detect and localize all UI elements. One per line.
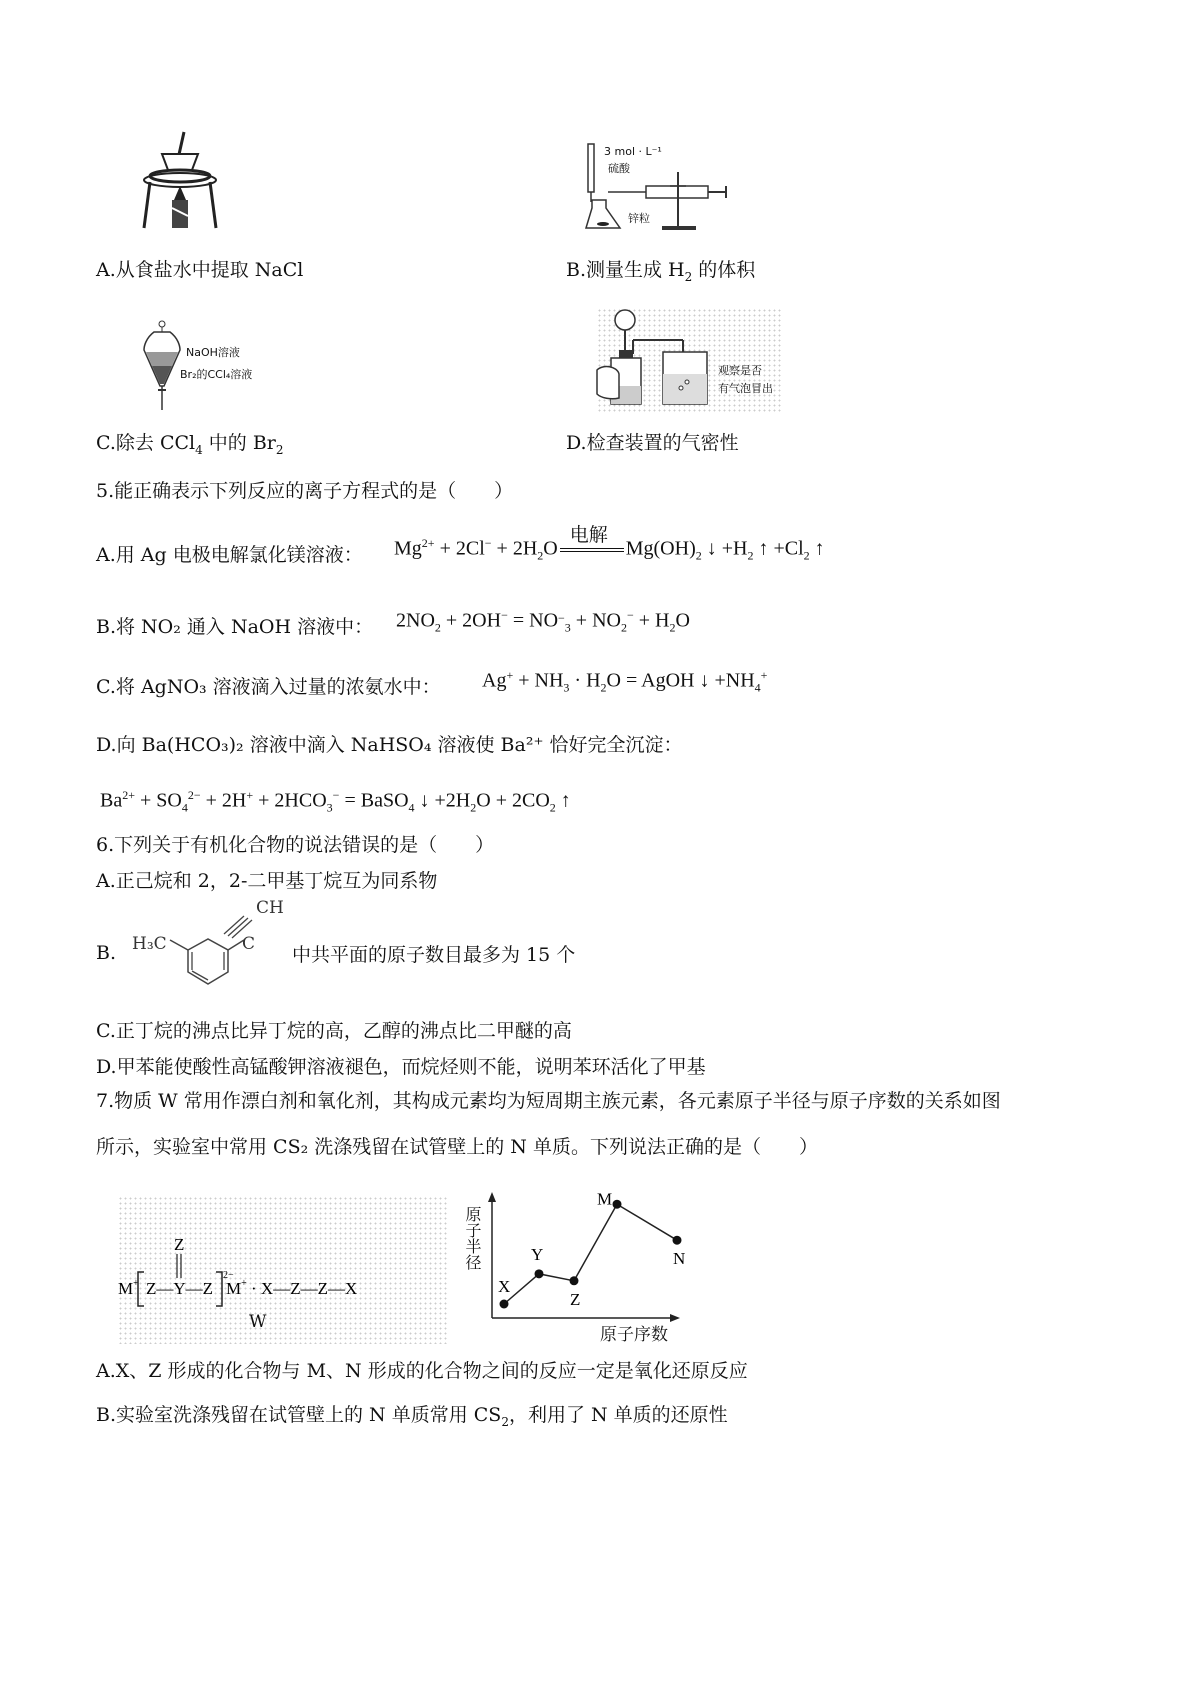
fig-b-label-acid: 硫酸 — [608, 162, 630, 175]
electrolysis-condition: 电解 — [569, 524, 608, 547]
q5-option-d: D.向 Ba(HCO₃)₂ 溶液中滴入 NaHSO₄ 溶液使 Ba²⁺ 恰好完全沉淀： — [96, 734, 683, 756]
struct-label-c: C — [242, 934, 256, 954]
chart-y-axis-label: 原子半径 — [463, 1206, 482, 1270]
q5-option-c: C.将 AgNO₃ 溶液滴入过量的浓氨水中： — [96, 676, 441, 698]
chart-point-label-n: N — [673, 1249, 686, 1269]
q7-option-b: B.实验室洗涤残留在试管壁上的 N 单质常用 $CS_2$，利用了 N 单质的还原性 — [96, 1404, 728, 1429]
airtightness-check-figure — [597, 308, 781, 412]
struct-label-ch: CH — [256, 898, 284, 918]
q6-option-c: C.正丁烷的沸点比异丁烷的高，乙醇的沸点比二甲醚的高 — [96, 1020, 572, 1042]
svg-text:M+ · X—Z—Z—X: M+ · X—Z—Z—X — [226, 1278, 358, 1298]
q7-stem-line1: 7.物质 W 常用作漂白剂和氧化剂，其构成元素均为短周期主族元素，各元素原子半径与原子序数的关系如图 — [96, 1090, 1001, 1112]
q7-option-a: A.X、Z 形成的化合物与 M、N 形成的化合物之间的反应一定是氧化还原反应 — [96, 1360, 748, 1382]
compound-w-structure — [118, 1196, 448, 1344]
fig-c-label-naoh: NaOH溶液 — [186, 346, 240, 359]
chart-point-m — [613, 1200, 622, 1209]
q4-option-b: B.测量生成 $H_2$ 的体积 — [566, 259, 756, 284]
fig-d-label-observe: 观察是否 — [718, 364, 762, 377]
fig-b-label-zinc: 锌粒 — [628, 212, 650, 225]
q5-option-b: B.将 NO₂ 通入 NaOH 溶液中： — [96, 616, 374, 638]
q4-option-c: C.除去 CCl$_4$ 中的 $Br_2$ — [96, 432, 284, 457]
svg-text:Z: Z — [174, 1235, 185, 1254]
chart-point-z — [570, 1276, 579, 1285]
chart-point-x — [500, 1300, 509, 1309]
q5-stem: 5.能正确表示下列反应的离子方程式的是（ ） — [96, 480, 514, 502]
q7-stem-line2: 所示，实验室中常用 CS₂ 洗涤残留在试管壁上的 N 单质。下列说法正确的是（ ） — [96, 1136, 818, 1158]
chart-point-label-z: Z — [570, 1289, 581, 1309]
q6-option-d: D.甲苯能使酸性高锰酸钾溶液褪色，而烷烃则不能，说明苯环活化了甲基 — [96, 1056, 706, 1078]
q5-d-equation: $Ba^{2+} + SO_4^{2-} + 2H^+ + 2HCO_3^-$ = BaSO$_4$ ↓ $+2H_2O + 2CO_2$ ↑ — [100, 788, 571, 815]
fig-b-label-acid-conc: 3 mol · L⁻¹ — [604, 145, 662, 158]
svg-text:M+: M+ — [118, 1278, 139, 1298]
fig-d-label-bubbles: 有气泡冒出 — [718, 382, 773, 395]
chart-point-label-x: X — [498, 1277, 511, 1296]
chart-x-axis-label: 原子序数 — [600, 1325, 668, 1345]
svg-text:2−: 2− — [223, 1270, 234, 1281]
q5-c-equation: $Ag^+ + NH_3 \cdot H_2O$ = AgOH ↓ $+NH_4^+$ — [482, 668, 768, 695]
chart-point-n — [673, 1236, 682, 1245]
chart-point-y — [535, 1269, 544, 1278]
q4-option-a: A.从食盐水中提取 NaCl — [96, 259, 304, 281]
q5-option-a: A.用 Ag 电极电解氯化镁溶液： — [96, 544, 363, 566]
q6-option-b-prefix: B. — [96, 942, 117, 964]
evaporation-apparatus-figure — [140, 128, 220, 232]
svg-text:Z—Y—Z: Z—Y—Z — [146, 1279, 214, 1298]
fig-c-label-br2: Br₂的CCl₄溶液 — [180, 368, 253, 381]
compound-w-label: W — [249, 1312, 267, 1332]
chart-point-label-y: Y — [531, 1244, 544, 1264]
struct-label-ch3: H₃C — [132, 934, 167, 954]
q4-option-d: D.检查装置的气密性 — [566, 432, 739, 454]
q6-stem: 6.下列关于有机化合物的说法错误的是（ ） — [96, 834, 495, 856]
q6-option-a: A.正己烷和 2，2-二甲基丁烷互为同系物 — [96, 870, 438, 892]
chart-point-label-m: M — [597, 1189, 613, 1209]
q5-b-equation: $2NO_2 + 2OH^- = NO_{-3} + NO_2^- + H_2O$ — [396, 608, 690, 635]
separatory-funnel-figure — [144, 320, 184, 412]
q5-a-equation: $Mg^{2+} + 2Cl^- + 2H_2O$ 电解 $Mg(OH)_2$ ↓ $+H_2$ ↑ $+Cl_2$ ↑ — [394, 536, 825, 564]
chart-series-line — [504, 1204, 677, 1304]
q6-option-b: 中共平面的原子数目最多为 15 个 — [292, 944, 576, 966]
